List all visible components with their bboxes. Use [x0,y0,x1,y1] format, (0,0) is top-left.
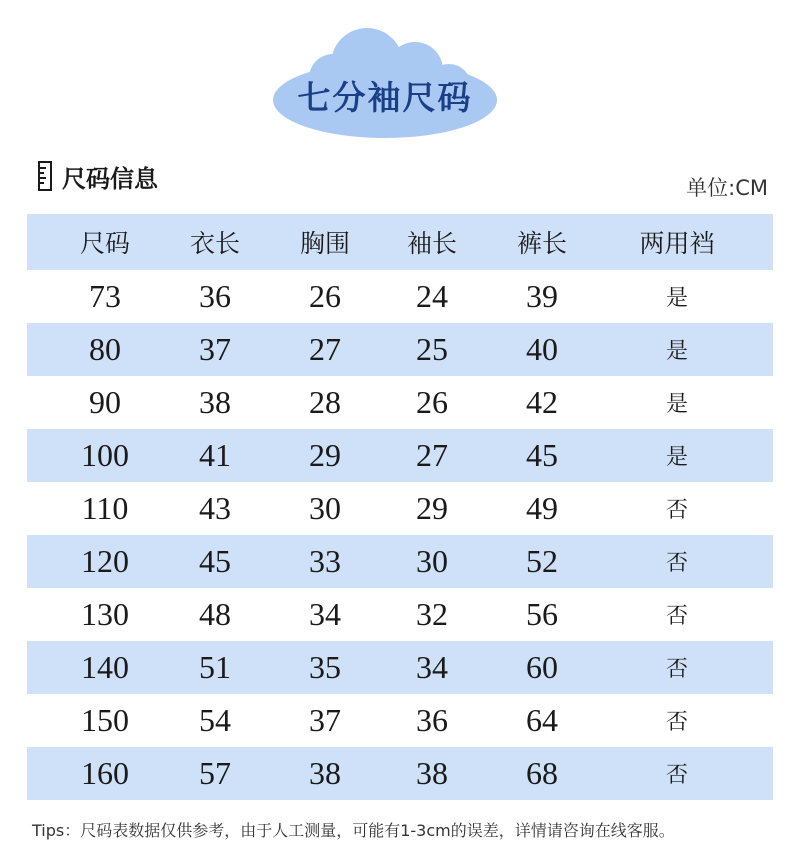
table-cell: 68 [526,755,558,791]
table-cell: 否 [665,763,688,788]
table-row [27,429,773,482]
table-cell: 56 [526,596,558,632]
table-cell: 41 [199,437,231,473]
table-cell: 120 [81,543,129,579]
table-cell: 27 [309,331,341,367]
table-cell: 39 [526,278,558,314]
table-cell: 30 [416,543,448,579]
table-cell: 37 [309,702,341,738]
table-cell: 160 [81,755,129,791]
table-cell: 24 [416,278,448,314]
table-cell: 51 [199,649,231,685]
table-cell: 54 [199,702,231,738]
table-cell: 30 [309,490,341,526]
header-cell: 裤长 [516,229,567,258]
table-row [27,270,773,323]
table-cell: 35 [309,649,341,685]
table-row [27,588,773,641]
table-row [27,535,773,588]
table-cell: 否 [665,604,688,629]
table-cell: 否 [665,551,688,576]
table-cell: 64 [526,702,558,738]
table-cell: 60 [526,649,558,685]
table-cell: 130 [81,596,129,632]
table-cell: 140 [81,649,129,685]
tips-note: Tips：尺码表数据仅供参考，由于人工测量，可能有1-3cm的误差，详情请咨询在线客服。 [32,821,675,840]
table-cell: 29 [416,490,448,526]
table-cell: 150 [81,702,129,738]
table-cell: 是 [665,286,688,311]
table-cell: 49 [526,490,558,526]
table-cell: 57 [199,755,231,791]
header-cell: 两用裆 [639,229,715,258]
table-cell: 29 [309,437,341,473]
table-cell: 25 [416,331,448,367]
header-cell: 胸围 [299,229,350,258]
table-cell: 80 [89,331,121,367]
section-title: 尺码信息 [62,164,158,193]
table-cell: 42 [526,384,558,420]
table-cell: 否 [665,498,688,523]
table-row [27,323,773,376]
table-row [27,376,773,429]
table-cell: 26 [309,278,341,314]
table-cell: 否 [665,657,688,682]
table-cell: 是 [665,392,688,417]
header-cell: 尺码 [79,229,130,258]
table-row [27,747,773,800]
table-cell: 48 [199,596,231,632]
table-cell: 43 [199,490,231,526]
size-table [27,214,773,800]
table-cell: 40 [526,331,558,367]
ruler-icon [38,161,52,191]
table-cell: 73 [89,278,121,314]
section-header [38,158,158,194]
header-cell: 衣长 [189,229,240,258]
table-cell: 32 [416,596,448,632]
table-cell: 是 [665,445,688,470]
table-cell: 110 [81,490,129,526]
table-cell: 否 [665,710,688,735]
table-cell: 52 [526,543,558,579]
table-header-row [27,214,773,270]
table-cell: 38 [416,755,448,791]
table-cell: 37 [199,331,231,367]
table-cell: 34 [309,596,341,632]
table-cell: 100 [81,437,129,473]
unit-label: 单位:CM [686,176,768,200]
table-cell: 26 [416,384,448,420]
header-cell: 袖长 [406,229,457,258]
table-cell: 36 [416,702,448,738]
table-row [27,694,773,747]
table-cell: 45 [526,437,558,473]
page-title: 七分袖尺码 [297,78,473,117]
table-cell: 是 [665,339,688,364]
table-cell: 38 [199,384,231,420]
table-cell: 38 [309,755,341,791]
table-cell: 33 [309,543,341,579]
table-cell: 28 [309,384,341,420]
table-row [27,482,773,535]
table-cell: 45 [199,543,231,579]
table-cell: 90 [89,384,121,420]
table-cell: 36 [199,278,231,314]
table-row [27,641,773,694]
table-cell: 27 [416,437,448,473]
title-cloud [265,20,505,150]
table-cell: 34 [416,649,448,685]
